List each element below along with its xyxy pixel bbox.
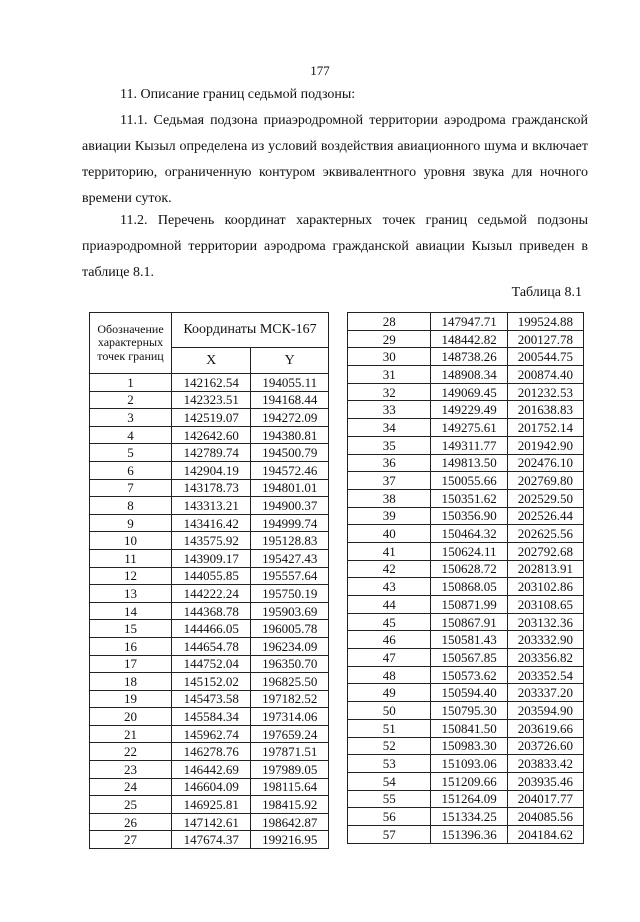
y-coordinate-cell: 201232.53 bbox=[507, 383, 583, 401]
x-coordinate-cell: 142323.51 bbox=[172, 391, 251, 409]
x-coordinate-cell: 149311.77 bbox=[431, 436, 507, 454]
y-coordinate-cell: 200874.40 bbox=[507, 366, 583, 384]
y-coordinate-cell: 204017.77 bbox=[507, 790, 583, 808]
table-row bbox=[90, 637, 329, 655]
point-number-cell: 22 bbox=[90, 743, 172, 761]
y-coordinate-cell: 196234.09 bbox=[251, 637, 329, 655]
x-coordinate-cell: 142904.19 bbox=[172, 461, 251, 479]
coordinates-table-right bbox=[347, 312, 584, 844]
x-coordinate-cell: 150055.66 bbox=[431, 472, 507, 490]
point-number-cell: 32 bbox=[348, 383, 431, 401]
point-number-cell: 1 bbox=[90, 374, 172, 392]
y-coordinate-cell: 194055.11 bbox=[251, 374, 329, 392]
y-coordinate-cell: 203108.65 bbox=[507, 596, 583, 614]
table-row bbox=[90, 514, 329, 532]
header-coordinates: Координаты МСК-167 bbox=[172, 313, 329, 348]
x-coordinate-cell: 150573.62 bbox=[431, 666, 507, 684]
table-row bbox=[90, 374, 329, 392]
point-number-cell: 26 bbox=[90, 813, 172, 831]
point-number-cell: 30 bbox=[348, 348, 431, 366]
point-number-cell: 12 bbox=[90, 567, 172, 585]
table-row bbox=[348, 401, 584, 419]
y-coordinate-cell: 196350.70 bbox=[251, 655, 329, 673]
x-coordinate-cell: 151334.25 bbox=[431, 808, 507, 826]
y-coordinate-cell: 203337.20 bbox=[507, 684, 583, 702]
y-coordinate-cell: 194500.79 bbox=[251, 444, 329, 462]
point-number-cell: 55 bbox=[348, 790, 431, 808]
point-number-cell: 36 bbox=[348, 454, 431, 472]
table-row bbox=[90, 761, 329, 779]
table-row bbox=[90, 567, 329, 585]
point-number-cell: 4 bbox=[90, 426, 172, 444]
y-coordinate-cell: 195903.69 bbox=[251, 602, 329, 620]
table-row bbox=[90, 743, 329, 761]
x-coordinate-cell: 151209.66 bbox=[431, 772, 507, 790]
point-number-cell: 7 bbox=[90, 479, 172, 497]
table-row bbox=[90, 461, 329, 479]
point-number-cell: 57 bbox=[348, 825, 431, 843]
x-coordinate-cell: 142642.60 bbox=[172, 426, 251, 444]
x-coordinate-cell: 144466.05 bbox=[172, 620, 251, 638]
table-row bbox=[348, 383, 584, 401]
point-number-cell: 43 bbox=[348, 578, 431, 596]
point-number-cell: 29 bbox=[348, 330, 431, 348]
y-coordinate-cell: 195128.83 bbox=[251, 532, 329, 550]
table-row bbox=[348, 542, 584, 560]
x-coordinate-cell: 151093.06 bbox=[431, 755, 507, 773]
x-coordinate-cell: 150628.72 bbox=[431, 560, 507, 578]
x-coordinate-cell: 143313.21 bbox=[172, 497, 251, 515]
table-row bbox=[348, 472, 584, 490]
y-coordinate-cell: 194572.46 bbox=[251, 461, 329, 479]
table-row bbox=[90, 391, 329, 409]
point-number-cell: 46 bbox=[348, 631, 431, 649]
x-coordinate-cell: 150581.43 bbox=[431, 631, 507, 649]
x-coordinate-cell: 150567.85 bbox=[431, 649, 507, 667]
x-coordinate-cell: 145584.34 bbox=[172, 708, 251, 726]
y-coordinate-cell: 201752.14 bbox=[507, 419, 583, 437]
section-heading: 11. Описание границ седьмой подзоны: bbox=[120, 87, 356, 102]
y-coordinate-cell: 202813.91 bbox=[507, 560, 583, 578]
point-number-cell: 9 bbox=[90, 514, 172, 532]
table-row bbox=[348, 454, 584, 472]
point-number-cell: 13 bbox=[90, 585, 172, 603]
y-coordinate-cell: 194272.09 bbox=[251, 409, 329, 427]
y-coordinate-cell: 195427.43 bbox=[251, 549, 329, 567]
point-number-cell: 21 bbox=[90, 725, 172, 743]
y-coordinate-cell: 194801.01 bbox=[251, 479, 329, 497]
y-coordinate-cell: 203332.90 bbox=[507, 631, 583, 649]
point-number-cell: 6 bbox=[90, 461, 172, 479]
y-coordinate-cell: 200544.75 bbox=[507, 348, 583, 366]
table-row bbox=[90, 813, 329, 831]
table-row bbox=[90, 673, 329, 691]
point-number-cell: 25 bbox=[90, 796, 172, 814]
x-coordinate-cell: 150795.30 bbox=[431, 702, 507, 720]
point-number-cell: 52 bbox=[348, 737, 431, 755]
table-row bbox=[348, 366, 584, 384]
point-number-cell: 51 bbox=[348, 719, 431, 737]
y-coordinate-cell: 198415.92 bbox=[251, 796, 329, 814]
y-coordinate-cell: 203102.86 bbox=[507, 578, 583, 596]
point-number-cell: 49 bbox=[348, 684, 431, 702]
y-coordinate-cell: 203619.66 bbox=[507, 719, 583, 737]
y-coordinate-cell: 203726.60 bbox=[507, 737, 583, 755]
table-row bbox=[348, 348, 584, 366]
table-row bbox=[348, 790, 584, 808]
table-row bbox=[90, 549, 329, 567]
x-coordinate-cell: 151396.36 bbox=[431, 825, 507, 843]
x-coordinate-cell: 146925.81 bbox=[172, 796, 251, 814]
y-coordinate-cell: 202625.56 bbox=[507, 525, 583, 543]
table-row bbox=[90, 831, 329, 849]
point-number-cell: 37 bbox=[348, 472, 431, 490]
table-row bbox=[348, 825, 584, 843]
point-number-cell: 45 bbox=[348, 613, 431, 631]
table-row bbox=[90, 690, 329, 708]
x-coordinate-cell: 150841.50 bbox=[431, 719, 507, 737]
y-coordinate-cell: 203594.90 bbox=[507, 702, 583, 720]
table-row bbox=[90, 444, 329, 462]
table-row bbox=[348, 666, 584, 684]
table-row bbox=[90, 725, 329, 743]
y-coordinate-cell: 196825.50 bbox=[251, 673, 329, 691]
y-coordinate-cell: 197659.24 bbox=[251, 725, 329, 743]
x-coordinate-cell: 142789.74 bbox=[172, 444, 251, 462]
x-coordinate-cell: 150464.32 bbox=[431, 525, 507, 543]
table-row bbox=[348, 507, 584, 525]
table-row bbox=[348, 419, 584, 437]
y-coordinate-cell: 204085.56 bbox=[507, 808, 583, 826]
x-coordinate-cell: 142519.07 bbox=[172, 409, 251, 427]
table-body-right bbox=[348, 313, 584, 844]
point-number-cell: 14 bbox=[90, 602, 172, 620]
point-number-cell: 11 bbox=[90, 549, 172, 567]
table-row bbox=[348, 489, 584, 507]
table-row bbox=[90, 708, 329, 726]
table-row bbox=[90, 655, 329, 673]
table-row bbox=[348, 719, 584, 737]
table-row bbox=[90, 532, 329, 550]
table-row bbox=[348, 596, 584, 614]
table-row bbox=[348, 560, 584, 578]
y-coordinate-cell: 203356.82 bbox=[507, 649, 583, 667]
point-number-cell: 15 bbox=[90, 620, 172, 638]
header-designation: Обозначение характерных точек границ bbox=[90, 313, 172, 374]
x-coordinate-cell: 148908.34 bbox=[431, 366, 507, 384]
x-coordinate-cell: 150624.11 bbox=[431, 542, 507, 560]
point-number-cell: 44 bbox=[348, 596, 431, 614]
x-coordinate-cell: 148738.26 bbox=[431, 348, 507, 366]
x-coordinate-cell: 150594.40 bbox=[431, 684, 507, 702]
paragraph-11-1: 11.1. Седьмая подзона приаэродромной территории аэродрома гражданской авиации Кызыл определена из условий воздействия авиационного шума и включает территорию, ограниченную контуром эквивалентного уровня звука для ночного времени суток. bbox=[82, 113, 588, 206]
x-coordinate-cell: 145962.74 bbox=[172, 725, 251, 743]
point-number-cell: 10 bbox=[90, 532, 172, 550]
table-row bbox=[90, 426, 329, 444]
point-number-cell: 20 bbox=[90, 708, 172, 726]
point-number-cell: 3 bbox=[90, 409, 172, 427]
x-coordinate-cell: 143416.42 bbox=[172, 514, 251, 532]
x-coordinate-cell: 151264.09 bbox=[431, 790, 507, 808]
x-coordinate-cell: 150867.91 bbox=[431, 613, 507, 631]
point-number-cell: 38 bbox=[348, 489, 431, 507]
y-coordinate-cell: 203935.46 bbox=[507, 772, 583, 790]
coordinates-table-left bbox=[89, 312, 329, 849]
table-caption: Таблица 8.1 bbox=[511, 285, 582, 300]
y-coordinate-cell: 198115.64 bbox=[251, 778, 329, 796]
y-coordinate-cell: 196005.78 bbox=[251, 620, 329, 638]
table-row bbox=[348, 737, 584, 755]
paragraph-11-2: 11.2. Перечень координат характерных точек границ седьмой подзоны приаэродромной территории аэродрома гражданской авиации Кызыл приведен в таблице 8.1. bbox=[82, 213, 588, 280]
point-number-cell: 50 bbox=[348, 702, 431, 720]
table-row bbox=[90, 479, 329, 497]
y-coordinate-cell: 194900.37 bbox=[251, 497, 329, 515]
table-row bbox=[348, 702, 584, 720]
point-number-cell: 19 bbox=[90, 690, 172, 708]
x-coordinate-cell: 150983.30 bbox=[431, 737, 507, 755]
y-coordinate-cell: 199524.88 bbox=[507, 313, 583, 331]
y-coordinate-cell: 202792.68 bbox=[507, 542, 583, 560]
point-number-cell: 53 bbox=[348, 755, 431, 773]
point-number-cell: 2 bbox=[90, 391, 172, 409]
table-row bbox=[90, 778, 329, 796]
y-coordinate-cell: 203352.54 bbox=[507, 666, 583, 684]
x-coordinate-cell: 143178.73 bbox=[172, 479, 251, 497]
y-coordinate-cell: 194999.74 bbox=[251, 514, 329, 532]
x-coordinate-cell: 144752.04 bbox=[172, 655, 251, 673]
table-body-left bbox=[90, 374, 329, 849]
y-coordinate-cell: 203132.36 bbox=[507, 613, 583, 631]
x-coordinate-cell: 150868.05 bbox=[431, 578, 507, 596]
table-row bbox=[90, 497, 329, 515]
x-coordinate-cell: 150356.90 bbox=[431, 507, 507, 525]
point-number-cell: 40 bbox=[348, 525, 431, 543]
page-number: 177 bbox=[310, 63, 330, 78]
y-coordinate-cell: 197871.51 bbox=[251, 743, 329, 761]
header-x: X bbox=[172, 348, 251, 374]
point-number-cell: 28 bbox=[348, 313, 431, 331]
table-row bbox=[348, 525, 584, 543]
x-coordinate-cell: 147142.61 bbox=[172, 813, 251, 831]
point-number-cell: 56 bbox=[348, 808, 431, 826]
x-coordinate-cell: 150351.62 bbox=[431, 489, 507, 507]
point-number-cell: 35 bbox=[348, 436, 431, 454]
x-coordinate-cell: 147674.37 bbox=[172, 831, 251, 849]
point-number-cell: 47 bbox=[348, 649, 431, 667]
table-row bbox=[348, 808, 584, 826]
point-number-cell: 34 bbox=[348, 419, 431, 437]
table-row bbox=[90, 409, 329, 427]
y-coordinate-cell: 202769.80 bbox=[507, 472, 583, 490]
x-coordinate-cell: 145473.58 bbox=[172, 690, 251, 708]
table-row bbox=[90, 620, 329, 638]
table-row bbox=[90, 796, 329, 814]
x-coordinate-cell: 149229.49 bbox=[431, 401, 507, 419]
table-row bbox=[348, 649, 584, 667]
point-number-cell: 24 bbox=[90, 778, 172, 796]
point-number-cell: 8 bbox=[90, 497, 172, 515]
point-number-cell: 16 bbox=[90, 637, 172, 655]
table-row bbox=[348, 436, 584, 454]
y-coordinate-cell: 203833.42 bbox=[507, 755, 583, 773]
point-number-cell: 42 bbox=[348, 560, 431, 578]
y-coordinate-cell: 195557.64 bbox=[251, 567, 329, 585]
point-number-cell: 27 bbox=[90, 831, 172, 849]
point-number-cell: 33 bbox=[348, 401, 431, 419]
point-number-cell: 48 bbox=[348, 666, 431, 684]
y-coordinate-cell: 202476.10 bbox=[507, 454, 583, 472]
x-coordinate-cell: 144055.85 bbox=[172, 567, 251, 585]
table-row bbox=[348, 684, 584, 702]
x-coordinate-cell: 149069.45 bbox=[431, 383, 507, 401]
y-coordinate-cell: 197314.06 bbox=[251, 708, 329, 726]
point-number-cell: 18 bbox=[90, 673, 172, 691]
x-coordinate-cell: 144654.78 bbox=[172, 637, 251, 655]
y-coordinate-cell: 195750.19 bbox=[251, 585, 329, 603]
x-coordinate-cell: 144222.24 bbox=[172, 585, 251, 603]
point-number-cell: 41 bbox=[348, 542, 431, 560]
table-row bbox=[90, 602, 329, 620]
y-coordinate-cell: 197182.52 bbox=[251, 690, 329, 708]
point-number-cell: 31 bbox=[348, 366, 431, 384]
x-coordinate-cell: 146278.76 bbox=[172, 743, 251, 761]
point-number-cell: 39 bbox=[348, 507, 431, 525]
table-row bbox=[348, 313, 584, 331]
x-coordinate-cell: 148442.82 bbox=[431, 330, 507, 348]
table-row bbox=[90, 585, 329, 603]
x-coordinate-cell: 149813.50 bbox=[431, 454, 507, 472]
y-coordinate-cell: 201942.90 bbox=[507, 436, 583, 454]
header-y: Y bbox=[251, 348, 329, 374]
x-coordinate-cell: 149275.61 bbox=[431, 419, 507, 437]
y-coordinate-cell: 194380.81 bbox=[251, 426, 329, 444]
table-row bbox=[348, 755, 584, 773]
y-coordinate-cell: 201638.83 bbox=[507, 401, 583, 419]
point-number-cell: 17 bbox=[90, 655, 172, 673]
y-coordinate-cell: 197989.05 bbox=[251, 761, 329, 779]
x-coordinate-cell: 143575.92 bbox=[172, 532, 251, 550]
point-number-cell: 54 bbox=[348, 772, 431, 790]
table-row bbox=[348, 613, 584, 631]
x-coordinate-cell: 150871.99 bbox=[431, 596, 507, 614]
y-coordinate-cell: 198642.87 bbox=[251, 813, 329, 831]
x-coordinate-cell: 144368.78 bbox=[172, 602, 251, 620]
y-coordinate-cell: 202529.50 bbox=[507, 489, 583, 507]
x-coordinate-cell: 143909.17 bbox=[172, 549, 251, 567]
y-coordinate-cell: 202526.44 bbox=[507, 507, 583, 525]
y-coordinate-cell: 199216.95 bbox=[251, 831, 329, 849]
y-coordinate-cell: 194168.44 bbox=[251, 391, 329, 409]
table-row bbox=[348, 772, 584, 790]
table-row bbox=[348, 578, 584, 596]
point-number-cell: 5 bbox=[90, 444, 172, 462]
x-coordinate-cell: 142162.54 bbox=[172, 374, 251, 392]
table-row bbox=[348, 330, 584, 348]
x-coordinate-cell: 147947.71 bbox=[431, 313, 507, 331]
x-coordinate-cell: 145152.02 bbox=[172, 673, 251, 691]
x-coordinate-cell: 146604.09 bbox=[172, 778, 251, 796]
y-coordinate-cell: 200127.78 bbox=[507, 330, 583, 348]
table-row bbox=[348, 631, 584, 649]
y-coordinate-cell: 204184.62 bbox=[507, 825, 583, 843]
x-coordinate-cell: 146442.69 bbox=[172, 761, 251, 779]
point-number-cell: 23 bbox=[90, 761, 172, 779]
